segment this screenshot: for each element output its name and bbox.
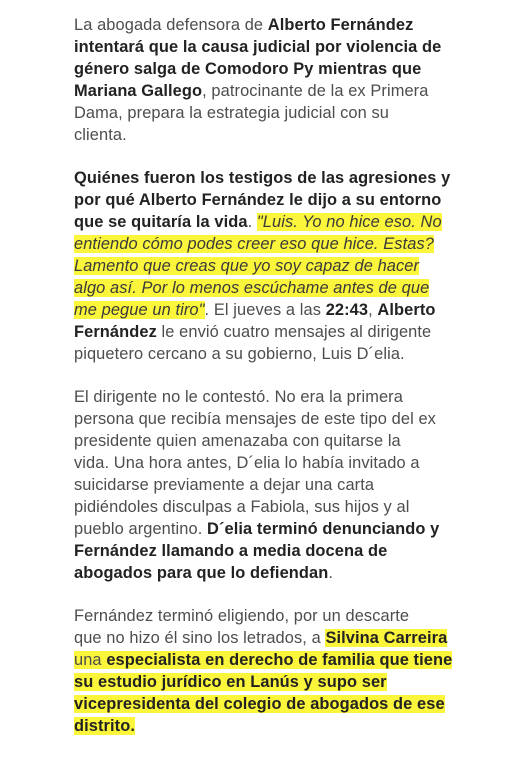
- text-line: [74, 36, 506, 58]
- text-segment: .: [247, 213, 257, 231]
- text-segment: La abogada defensora de: [74, 16, 268, 34]
- text-line: [74, 124, 506, 146]
- highlighted-text: especialista en derecho de familia que tiene: [106, 651, 453, 669]
- text-line: [74, 80, 506, 102]
- article-paragraph: [74, 14, 506, 146]
- text-line: [74, 452, 506, 474]
- article-body: [74, 14, 506, 758]
- text-segment: pidiéndoles disculpas a Fabiola, sus hijos y al: [74, 498, 410, 516]
- bold-text: 22:43: [325, 301, 369, 319]
- text-line: [74, 189, 506, 211]
- text-line: [74, 277, 506, 299]
- text-line: [74, 693, 506, 715]
- bold-text: Fernández: [74, 323, 157, 341]
- text-line: [74, 496, 506, 518]
- article-paragraph: [74, 167, 506, 365]
- highlighted-text: distrito.: [74, 717, 135, 735]
- text-segment: .: [328, 564, 334, 582]
- text-segment: pueblo argentino.: [74, 520, 208, 538]
- text-segment: que no hizo él sino los letrados, a: [74, 629, 326, 647]
- text-segment: , patrocinante de la ex Primera: [202, 82, 429, 100]
- text-segment: El dirigente no le contestó. No era la primera: [74, 388, 403, 406]
- text-line: [74, 474, 506, 496]
- text-segment: suicidarse previamente a dejar una carta: [74, 476, 375, 494]
- bold-text: por qué Alberto Fernández le dijo a su entorno: [74, 191, 442, 209]
- highlighted-quote: algo así. Por lo menos escúchame antes de que: [74, 279, 430, 297]
- text-segment: le envió cuatro mensajes al dirigente: [156, 323, 432, 341]
- text-segment: . El jueves a las: [204, 301, 326, 319]
- text-line: [74, 562, 506, 584]
- text-line: [74, 605, 506, 627]
- text-line: [74, 386, 506, 408]
- bold-text: D´elia terminó denunciando y: [207, 520, 440, 538]
- text-line: [74, 408, 506, 430]
- bold-text: abogados para que lo defiendan: [74, 564, 329, 582]
- text-line: [74, 430, 506, 452]
- bold-text: Alberto: [377, 301, 436, 319]
- text-line: [74, 14, 506, 36]
- text-line: [74, 649, 506, 671]
- text-line: [74, 627, 506, 649]
- text-segment: Fernández terminó eligiendo, por un descarte: [74, 607, 410, 625]
- highlighted-text: vicepresidenta del colegio de abogados de ese: [74, 695, 445, 713]
- text-segment: clienta.: [74, 126, 127, 144]
- text-line: [74, 233, 506, 255]
- bold-text: Quiénes fueron los testigos de las agresiones y: [74, 169, 451, 187]
- highlighted-text: su estudio jurídico en Lanús y supo ser: [74, 673, 387, 691]
- bold-text: Mariana Gallego: [74, 82, 203, 100]
- article-paragraph: [74, 386, 506, 584]
- highlighted-quote: Lamento que creas que yo soy capaz de hacer: [74, 257, 420, 275]
- text-segment: piquetero cercano a su gobierno, Luis D´elia.: [74, 345, 405, 363]
- bold-text: género salga de Comodoro Py mientras que: [74, 60, 422, 78]
- highlighted-text: Silvina Carreira: [325, 629, 448, 647]
- highlighted-text: una: [74, 651, 107, 669]
- bold-text: Alberto Fernández: [267, 16, 414, 34]
- text-segment: persona que recibía mensajes de este tipo del ex: [74, 410, 436, 428]
- highlighted-quote: "Luis. Yo no hice eso. No: [256, 213, 442, 231]
- text-line: [74, 58, 506, 80]
- text-line: [74, 299, 506, 321]
- text-line: [74, 343, 506, 365]
- text-line: [74, 540, 506, 562]
- text-line: [74, 671, 506, 693]
- highlighted-quote: entiendo cómo podes creer eso que hice. Estas?: [74, 235, 434, 253]
- text-line: [74, 102, 506, 124]
- article-paragraph: [74, 605, 506, 737]
- text-segment: ,: [368, 301, 378, 319]
- text-line: [74, 715, 506, 737]
- text-segment: presidente quien amenazaba con quitarse la: [74, 432, 401, 450]
- text-line: [74, 167, 506, 189]
- bold-text: intentará que la causa judicial por violencia de: [74, 38, 442, 56]
- bold-text: que se quitaría la vida: [74, 213, 248, 231]
- text-line: [74, 211, 506, 233]
- text-segment: vida. Una hora antes, D´elia lo había invitado a: [74, 454, 420, 472]
- highlighted-quote: me pegue un tiro": [74, 301, 205, 319]
- bold-text: Fernández llamando a media docena de: [74, 542, 388, 560]
- text-line: [74, 321, 506, 343]
- text-segment: Dama, prepara la estrategia judicial con su: [74, 104, 389, 122]
- text-line: [74, 518, 506, 540]
- text-line: [74, 255, 506, 277]
